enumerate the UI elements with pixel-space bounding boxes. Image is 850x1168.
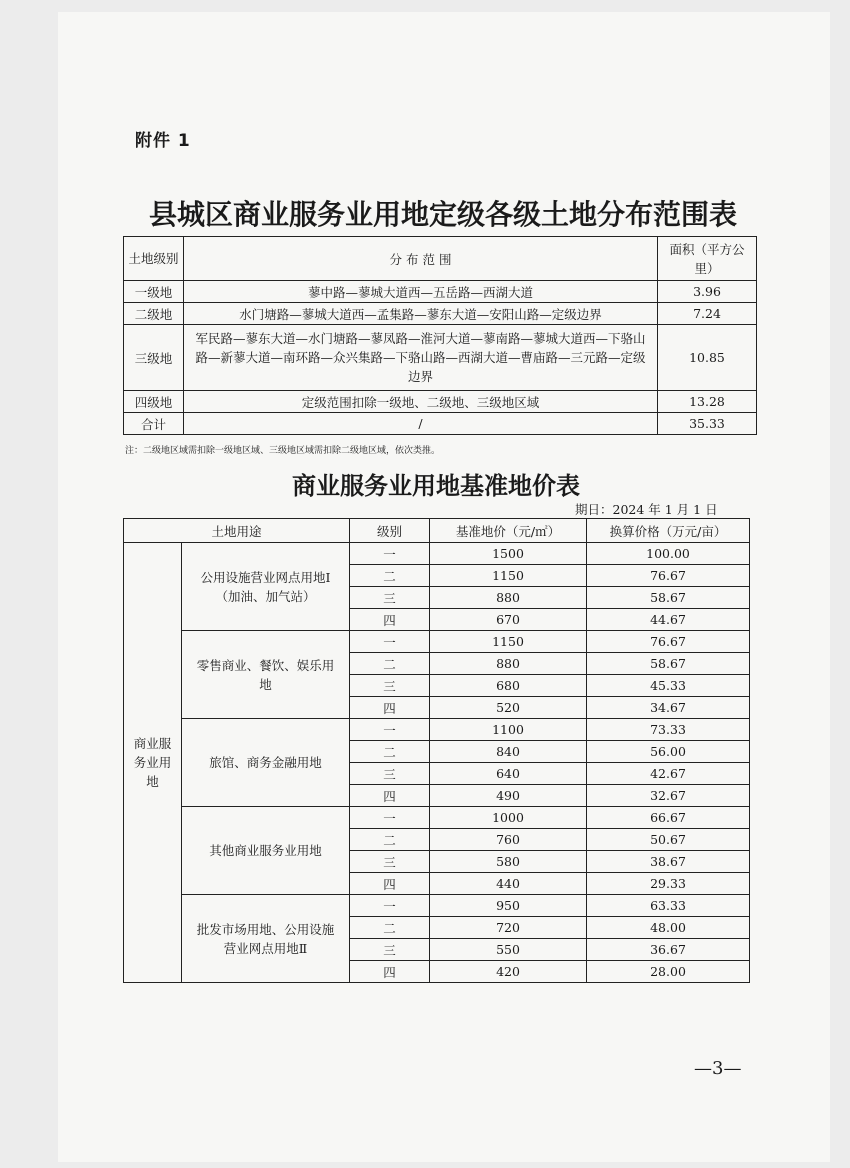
level-cell: 三: [350, 939, 430, 961]
table-row: [124, 807, 750, 829]
base-price-cell: 580: [430, 851, 587, 873]
table1-note: 注：二级地区域需扣除一级地区域、三级地区域需扣除二级地区域，依次类推。: [125, 446, 441, 456]
land-use-cell: 旅馆、商务金融用地: [182, 719, 350, 807]
converted-price-cell: 76.67: [587, 565, 750, 587]
base-price-cell: 840: [430, 741, 587, 763]
row-area: 10.85: [658, 325, 757, 391]
base-price-cell: 1000: [430, 807, 587, 829]
converted-price-cell: 63.33: [587, 895, 750, 917]
table-row: [124, 631, 750, 653]
converted-price-cell: 50.67: [587, 829, 750, 851]
base-price-cell: 440: [430, 873, 587, 895]
page-number: —3—: [694, 1058, 742, 1079]
base-price-cell: 760: [430, 829, 587, 851]
converted-price-cell: 66.67: [587, 807, 750, 829]
row-level: 二级地: [124, 303, 184, 325]
header-area: 面积（平方公里）: [658, 237, 757, 281]
level-cell: 四: [350, 873, 430, 895]
converted-price-cell: 73.33: [587, 719, 750, 741]
level-cell: 二: [350, 565, 430, 587]
header-range: 分 布 范 围: [184, 237, 658, 281]
level-cell: 一: [350, 631, 430, 653]
level-cell: 二: [350, 829, 430, 851]
table-row: [124, 719, 750, 741]
land-range-table: [123, 236, 757, 435]
level-cell: 四: [350, 697, 430, 719]
row-range: 水门塘路—蓼城大道西—孟集路—蓼东大道—安阳山路—定级边界: [184, 303, 658, 325]
row-level: 一级地: [124, 281, 184, 303]
base-price-cell: 490: [430, 785, 587, 807]
category-cell: 商业服务业用地: [124, 543, 182, 983]
converted-price-cell: 32.67: [587, 785, 750, 807]
header-level: 土地级别: [124, 237, 184, 281]
table1-title: 县城区商业服务业用地定级各级土地分布范围表: [148, 198, 737, 231]
row-area: 13.28: [658, 391, 757, 413]
level-cell: 四: [350, 785, 430, 807]
base-price-cell: 1150: [430, 565, 587, 587]
level-cell: 三: [350, 763, 430, 785]
converted-price-cell: 58.67: [587, 653, 750, 675]
base-price-cell: 950: [430, 895, 587, 917]
level-cell: 二: [350, 653, 430, 675]
level-cell: 一: [350, 895, 430, 917]
base-price-cell: 420: [430, 961, 587, 983]
converted-price-cell: 58.67: [587, 587, 750, 609]
base-price-cell: 640: [430, 763, 587, 785]
converted-price-cell: 44.67: [587, 609, 750, 631]
converted-price-cell: 45.33: [587, 675, 750, 697]
row-range: 军民路—蓼东大道—水门塘路—蓼凤路—淮河大道—蓼南路—蓼城大道西—下骆山路—新蓼大道—南环路—众兴集路—下骆山路—西湖大道—曹庙路—三元路—定级边界: [184, 325, 658, 391]
base-price-cell: 680: [430, 675, 587, 697]
land-use-cell: 零售商业、餐饮、娱乐用地: [182, 631, 350, 719]
level-cell: 三: [350, 587, 430, 609]
base-price-table: [123, 518, 750, 983]
level-cell: 四: [350, 961, 430, 983]
row-range: /: [184, 413, 658, 435]
level-cell: 二: [350, 917, 430, 939]
base-price-cell: 670: [430, 609, 587, 631]
base-price-cell: 1100: [430, 719, 587, 741]
price-date: 期日：2024 年 1 月 1 日: [575, 502, 718, 517]
base-price-cell: 720: [430, 917, 587, 939]
level-cell: 四: [350, 609, 430, 631]
row-level: 三级地: [124, 325, 184, 391]
land-use-cell: 批发市场用地、公用设施营业网点用地Ⅱ: [182, 895, 350, 983]
row-level: 合计: [124, 413, 184, 435]
base-price-cell: 1150: [430, 631, 587, 653]
base-price-cell: 1500: [430, 543, 587, 565]
attachment-label: 附件 1: [135, 131, 191, 151]
level-cell: 一: [350, 807, 430, 829]
converted-price-cell: 100.00: [587, 543, 750, 565]
row-range: 定级范围扣除一级地、二级地、三级地区域: [184, 391, 658, 413]
level-cell: 一: [350, 719, 430, 741]
row-level: 四级地: [124, 391, 184, 413]
base-price-cell: 520: [430, 697, 587, 719]
base-price-cell: 550: [430, 939, 587, 961]
header-land-use: 土地用途: [124, 519, 350, 543]
level-cell: 二: [350, 741, 430, 763]
table-row: [124, 895, 750, 917]
header-converted-price: 换算价格（万元/亩）: [587, 519, 750, 543]
header-base-price: 基准地价（元/㎡）: [430, 519, 587, 543]
level-cell: 一: [350, 543, 430, 565]
land-use-cell: 其他商业服务业用地: [182, 807, 350, 895]
row-area: 7.24: [658, 303, 757, 325]
converted-price-cell: 56.00: [587, 741, 750, 763]
converted-price-cell: 28.00: [587, 961, 750, 983]
row-area: 3.96: [658, 281, 757, 303]
converted-price-cell: 48.00: [587, 917, 750, 939]
base-price-cell: 880: [430, 653, 587, 675]
row-area: 35.33: [658, 413, 757, 435]
row-range: 蓼中路—蓼城大道西—五岳路—西湖大道: [184, 281, 658, 303]
table2-title: 商业服务业用地基准地价表: [292, 472, 580, 500]
converted-price-cell: 34.67: [587, 697, 750, 719]
base-price-cell: 880: [430, 587, 587, 609]
land-use-cell: 公用设施营业网点用地Ⅰ（加油、加气站）: [182, 543, 350, 631]
converted-price-cell: 42.67: [587, 763, 750, 785]
converted-price-cell: 29.33: [587, 873, 750, 895]
converted-price-cell: 76.67: [587, 631, 750, 653]
table-row: [124, 543, 750, 565]
header-level: 级别: [350, 519, 430, 543]
converted-price-cell: 36.67: [587, 939, 750, 961]
level-cell: 三: [350, 675, 430, 697]
converted-price-cell: 38.67: [587, 851, 750, 873]
level-cell: 三: [350, 851, 430, 873]
